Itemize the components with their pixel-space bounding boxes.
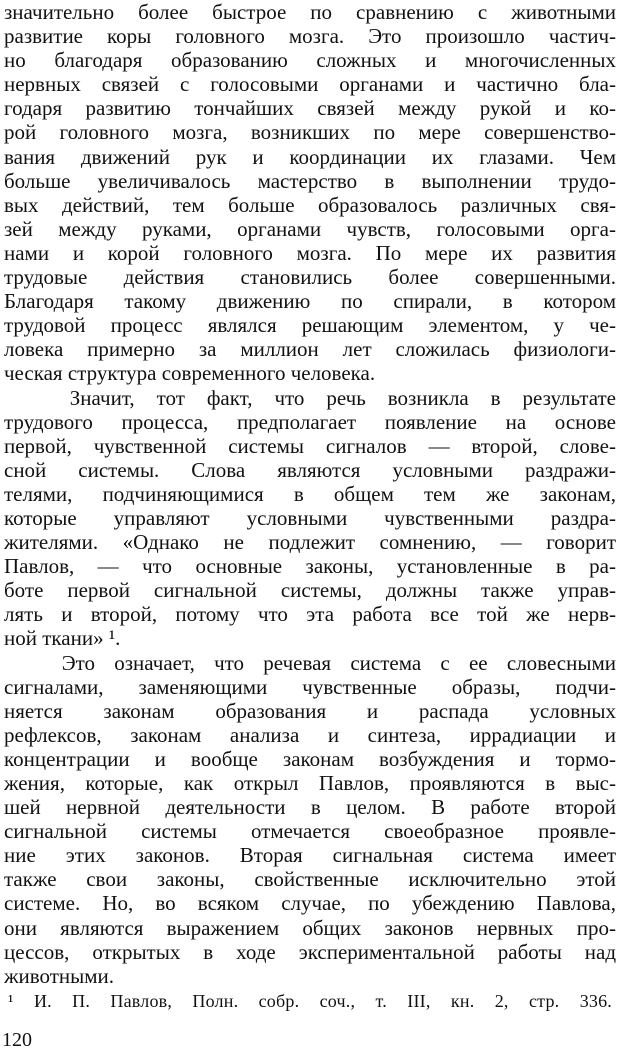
text-line: трудовой процесс являлся решающим элементом, у че-	[4, 313, 616, 338]
text-line: телями, подчиняющимися в общем тем же законам,	[4, 481, 616, 506]
text-line: няется законам образования и распада условных	[4, 698, 616, 723]
text-line: животными.	[4, 963, 115, 988]
text-line: вых действий, тем больше образовалось различных свя-	[4, 192, 616, 217]
text-line: годаря развитию тончайших связей между рукой и ко-	[4, 96, 616, 121]
text-line: трудовые действия становились более совершенными.	[4, 265, 616, 290]
text-line: которые управляют условными чувственными раздра-	[4, 505, 616, 530]
text-line: сной системы. Слова являются условными раздражи-	[4, 457, 616, 482]
page-number: 120	[2, 1029, 32, 1051]
text-line: сигнальной системы отмечается своеобразное проявле-	[4, 819, 616, 844]
text-line: вания движений рук и координации их глазами. Чем	[4, 144, 616, 169]
text-line: больше увеличивалось мастерство в выполнении трудо-	[4, 168, 616, 193]
text-line: лять и второй, потому что эта работа все той же нерв-	[4, 602, 616, 627]
text-line: также свои законы, свойственные исключительно этой	[4, 867, 616, 892]
text-line: сигналами, заменяющими чувственные образы, подчи-	[4, 674, 616, 699]
text-line: жителями. «Однако не подлежит сомнению, — говорит	[4, 530, 616, 555]
text-line: Это означает, что речевая система с ее словесными	[4, 650, 616, 675]
text-line: первой, чувственной системы сигналов — второй, слове-	[4, 433, 616, 458]
text-line: трудового процесса, предполагает появление на основе	[4, 409, 616, 434]
text-line: но благодаря образованию сложных и многочисленных	[4, 48, 616, 73]
text-line: нервных связей с голосовыми органами и частично бла-	[4, 72, 616, 97]
text-line: шей нервной деятельности в целом. В работе второй	[4, 795, 616, 820]
text-line: концентрации и вообще законам возбуждения и тормо-	[4, 746, 616, 771]
text-line: ние этих законов. Вторая сигнальная система имеет	[4, 843, 616, 868]
text-line: они являются выражением общих законов нервных про-	[4, 915, 616, 940]
text-line: значительно более быстрое по сравнению с животными	[4, 0, 616, 24]
text-line: нами и корой головного мозга. По мере их развития	[4, 240, 616, 265]
text-line: рефлексов, законам анализа и синтеза, иррадиации и	[4, 722, 616, 747]
text-line: системе. Но, во всяком случае, по убеждению Павлова,	[4, 891, 616, 916]
text-line: ной ткани» ¹.	[4, 626, 121, 651]
text-line: боте первой сигнальной системы, должны также управ-	[4, 578, 616, 603]
body-text	[4, 0, 616, 988]
text-line: жения, которые, как открыл Павлов, проявляются в выс-	[4, 771, 616, 795]
text-line: зей между руками, органами чувств, голосовыми орга-	[4, 216, 616, 241]
text-line: Благодаря такому движению по спирали, в котором	[4, 289, 616, 314]
footnote: ¹ И. П. Павлов, Полн. собр. соч., т. III, кн. 2, стр. 336.	[8, 991, 612, 1011]
text-line: развитие коры головного мозга. Это произошло частич-	[4, 24, 616, 49]
text-line: ловека примерно за миллион лет сложилась физиологи-	[4, 337, 616, 362]
text-line: цессов, открытых в ходе экспериментальной работы над	[4, 939, 616, 964]
text-line: рой головного мозга, возникших по мере совершенство-	[4, 120, 616, 145]
text-line: Павлов, — что основные законы, установленные в ра-	[4, 554, 616, 579]
text-line: ческая структура современного человека.	[4, 361, 376, 386]
text-line: Значит, тот факт, что речь возникла в результате	[4, 385, 616, 410]
